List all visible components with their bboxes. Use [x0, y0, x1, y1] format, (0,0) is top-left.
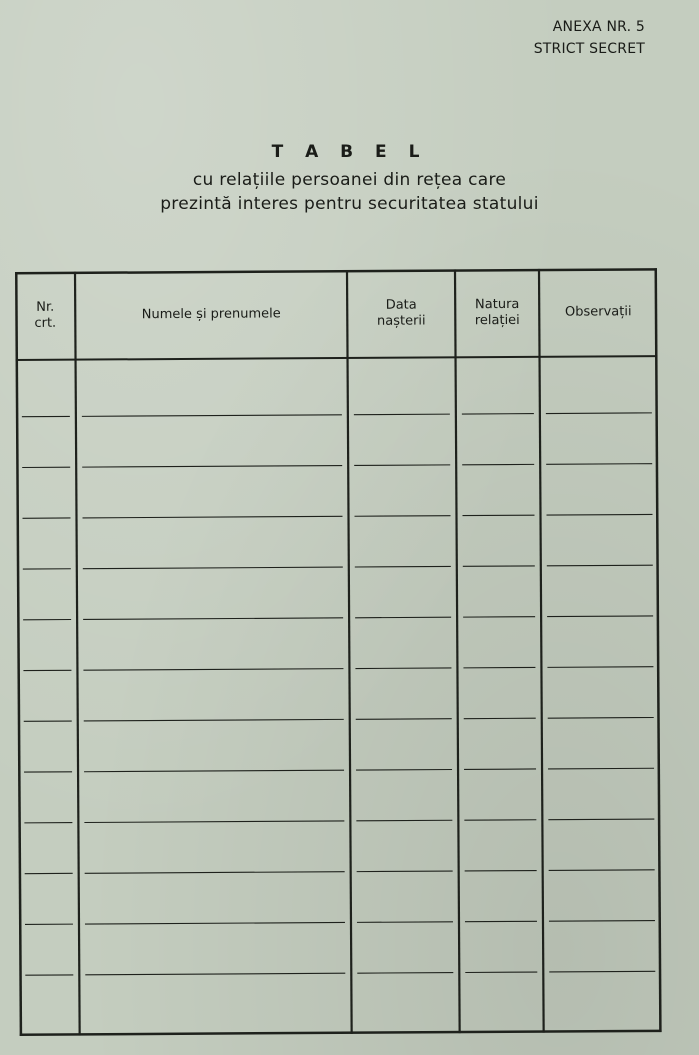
row-rule: [83, 669, 343, 671]
row-rule: [84, 719, 344, 721]
row-rule: [357, 922, 453, 923]
row-rule: [356, 769, 452, 770]
relations-table: [15, 268, 662, 1036]
row-rule: [355, 668, 451, 669]
row-rule: [549, 921, 655, 922]
row-rule: [549, 870, 655, 871]
row-rule: [547, 565, 653, 566]
title-block: [0, 142, 699, 216]
table-right-border: [656, 268, 661, 1032]
document-header: [534, 16, 645, 60]
row-rule: [547, 667, 653, 668]
column-header-name-line1: Numele și prenumele: [141, 306, 281, 323]
column-divider: [347, 270, 352, 1034]
column-header-relation-line1: Natura: [474, 296, 520, 313]
row-rule: [354, 516, 450, 517]
column-header-relation-line2: relației: [474, 312, 520, 329]
column-header-nr-line1: Nr.: [36, 299, 55, 315]
table-bottom-border: [20, 1031, 662, 1035]
column-header-relation: [455, 269, 540, 358]
row-rule: [356, 719, 452, 720]
row-rule: [547, 616, 653, 617]
column-header-observations-line1: Observații: [564, 304, 632, 320]
row-rule: [356, 820, 452, 821]
row-rule: [548, 768, 654, 769]
row-rule: [549, 971, 655, 972]
column-header-observations: [539, 268, 658, 357]
row-rule: [85, 922, 345, 924]
row-rule: [546, 413, 652, 414]
column-divider: [455, 269, 460, 1033]
table-grid: [15, 268, 662, 1036]
column-divider: [539, 269, 544, 1033]
row-rule: [83, 516, 343, 518]
annex-number: ANEXA NR. 5: [552, 19, 645, 35]
column-header-birthdate: [347, 269, 456, 358]
row-rule: [85, 973, 345, 975]
column-header-name: [75, 270, 348, 360]
document-title: T A B E L: [271, 142, 428, 162]
row-rule: [85, 872, 345, 874]
column-header-nr-line2: crt.: [34, 315, 57, 331]
row-rule: [83, 618, 343, 620]
row-rule: [354, 414, 450, 415]
table-left-border: [16, 272, 21, 1036]
row-rule: [354, 465, 450, 466]
row-rule: [357, 871, 453, 872]
row-rule: [82, 415, 342, 417]
column-header-birthdate-line2: nașterii: [376, 313, 426, 329]
row-rule: [355, 566, 451, 567]
column-divider: [75, 272, 80, 1036]
row-rule: [355, 617, 451, 618]
row-rule: [548, 819, 654, 820]
column-header-nr: [15, 272, 76, 360]
row-rule: [84, 821, 344, 823]
column-header-birthdate-line1: Data: [385, 297, 417, 313]
row-rule: [548, 717, 654, 718]
row-rule: [84, 770, 344, 772]
classification-label: STRICT SECRET: [533, 41, 645, 57]
document-subtitle: cu relațiile persoanei din rețea care prezintă interes pentru securitatea statului: [160, 170, 539, 214]
row-rule: [357, 973, 453, 974]
row-rule: [82, 466, 342, 468]
row-rule: [83, 567, 343, 569]
row-rule: [546, 514, 652, 515]
row-rule: [546, 464, 652, 465]
